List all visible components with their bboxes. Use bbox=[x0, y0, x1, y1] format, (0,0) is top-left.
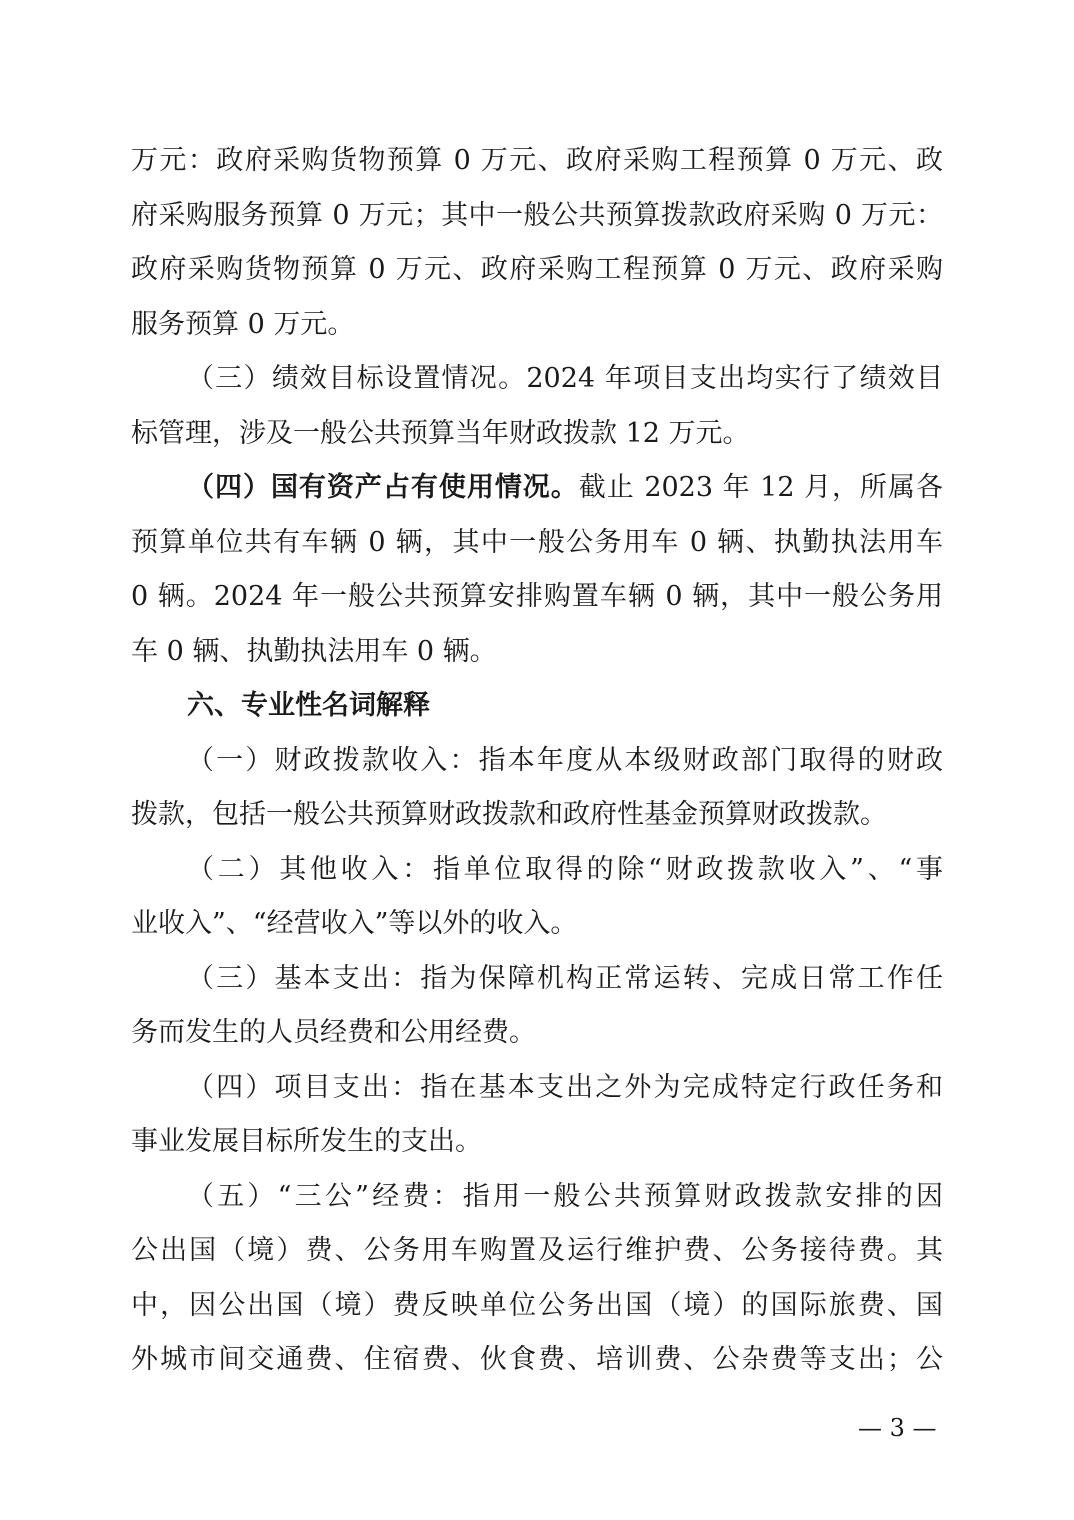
term-5-line: （五）“三公”经费：指用一般公共预算财政拨款安排的因 bbox=[187, 1180, 943, 1212]
text-line: 标管理，涉及一般公共预算当年财政拨款 12 万元。 bbox=[131, 417, 750, 449]
section-4-title: （四）国有资产占有使用情况。 bbox=[187, 472, 579, 503]
section-4-first-line bbox=[131, 461, 943, 516]
term-2-line: 业收入”、“经营收入”等以外的收入。 bbox=[131, 908, 578, 939]
text-line: 服务预算 0 万元。 bbox=[131, 308, 355, 340]
term-3-line: （三）基本支出：指为保障机构正常运转、完成日常工作任 bbox=[187, 962, 943, 994]
text-line: 车 0 辆、执勤执法用车 0 辆。 bbox=[131, 635, 497, 667]
page-number: — 3 — bbox=[858, 1414, 937, 1442]
term-1-line: （一）财政拨款收入：指本年度从本级财政部门取得的财政 bbox=[187, 744, 943, 776]
term-3-line: 务而发生的人员经费和公用经费。 bbox=[131, 1017, 536, 1048]
text-line: 政府采购货物预算 0 万元、政府采购工程预算 0 万元、政府采购 bbox=[131, 254, 943, 285]
document-body bbox=[131, 134, 943, 1388]
text-line: 府采购服务预算 0 万元；其中一般公共预算拨款政府采购 0 万元： bbox=[131, 199, 943, 231]
term-4-line: 事业发展目标所发生的支出。 bbox=[131, 1126, 482, 1157]
term-5-line: 外城市间交通费、住宿费、伙食费、培训费、公杂费等支出；公 bbox=[131, 1344, 943, 1375]
text-line: 0 辆。2024 年一般公共预算安排购置车辆 0 辆，其中一般公务用 bbox=[131, 581, 943, 612]
term-5-line: 中，因公出国（境）费反映单位公务出国（境）的国际旅费、国 bbox=[131, 1289, 943, 1321]
section-3-title: （三）绩效目标设置情况。 bbox=[187, 363, 527, 394]
section-3-first-line bbox=[131, 352, 943, 407]
section-3-text: 2024 年项目支出均实行了绩效目 bbox=[526, 363, 943, 394]
text-line: 预算单位共有车辆 0 辆，其中一般公务用车 0 辆、执勤执法用车 bbox=[131, 526, 943, 558]
section-heading: 六、专业性名词解释 bbox=[187, 690, 430, 721]
term-5-line: 公出国（境）费、公务用车购置及运行维护费、公务接待费。其 bbox=[131, 1235, 943, 1266]
term-2-line: （二）其他收入：指单位取得的除“财政拨款收入”、“事 bbox=[187, 853, 943, 885]
term-4-line: （四）项目支出：指在基本支出之外为完成特定行政任务和 bbox=[187, 1071, 943, 1103]
text-line: 万元：政府采购货物预算 0 万元、政府采购工程预算 0 万元、政 bbox=[131, 145, 943, 176]
section-4-text: 截止 2023 年 12 月，所属各 bbox=[578, 472, 943, 503]
term-1-line: 拨款，包括一般公共预算财政拨款和政府性基金预算财政拨款。 bbox=[131, 799, 887, 830]
